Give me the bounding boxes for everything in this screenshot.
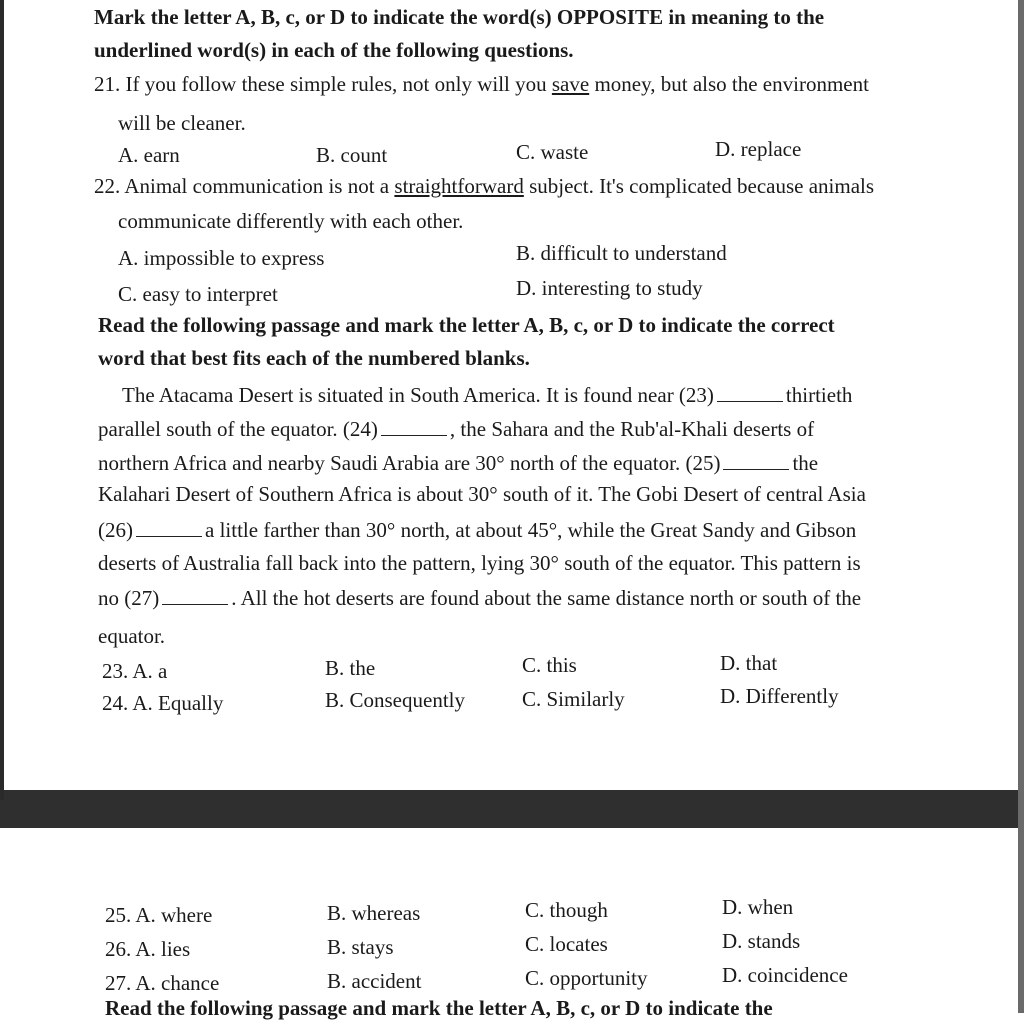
right-page-edge — [1018, 0, 1024, 1013]
passage-line2-text: parallel south of the equator. (24) — [98, 417, 378, 441]
q22-option-c: C. easy to interpret — [118, 282, 278, 306]
q21-suffix: money, but also the environment — [589, 72, 869, 96]
answer-26-d: D. stands — [722, 929, 801, 953]
passage-line6: deserts of Australia fall back into the pattern, lying 30° south of the equator. This pattern is — [98, 551, 861, 575]
answer-25-c: C. though — [525, 898, 608, 922]
section2-instruction-line1: Read the following passage and mark the letter A, B, c, or D to indicate the correct — [98, 313, 835, 337]
answer-27-a: 27. A. chance — [105, 971, 220, 995]
next-section-instruction-cutoff: Read the following passage and mark the letter A, B, c, or D to indicate the — [105, 996, 773, 1020]
answer-25-d: D. when — [722, 895, 794, 919]
blank-25 — [723, 453, 789, 470]
section1-instruction-line1: Mark the letter A, B, c, or D to indicate the word(s) OPPOSITE in meaning to the — [94, 5, 825, 29]
answer-24-a: 24. A. Equally — [102, 691, 224, 715]
worksheet-page-bottom — [0, 828, 1018, 1013]
answer-24-c: C. Similarly — [522, 687, 625, 711]
passage-line3-text: northern Africa and nearby Saudi Arabia are 30° north of the equator. (25) — [98, 451, 721, 475]
answer-23-b: B. the — [325, 656, 376, 680]
blank-26 — [136, 520, 202, 537]
passage-line8: equator. — [98, 624, 166, 648]
q22-option-b: B. difficult to understand — [516, 241, 727, 265]
answer-24-b: B. Consequently — [325, 688, 465, 712]
blank-23 — [717, 385, 783, 402]
passage-line5-text: (26) — [98, 518, 133, 542]
question-21-line2: will be cleaner. — [118, 111, 246, 135]
passage-line5-end: a little farther than 30° north, at about 45°, while the Great Sandy and Gibson — [205, 518, 857, 542]
q22-underlined-word: straightforward — [394, 174, 524, 198]
answer-26-a: 26. A. lies — [105, 937, 191, 961]
passage-line4: Kalahari Desert of Southern Africa is about 30° south of it. The Gobi Desert of central Asia — [98, 482, 866, 506]
answer-25-b: B. whereas — [327, 901, 421, 925]
answer-25-a: 25. A. where — [105, 903, 213, 927]
answer-24-d: D. Differently — [720, 684, 839, 708]
question-21-line1 — [94, 71, 869, 97]
answer-27-d: D. coincidence — [722, 963, 848, 987]
answer-23-a: 23. A. a — [102, 659, 168, 683]
q22-prefix: 22. Animal communication is not a — [94, 174, 395, 198]
blank-24 — [381, 419, 447, 436]
answer-27-c: C. opportunity — [525, 966, 648, 990]
question-22-line2: communicate differently with each other. — [118, 209, 464, 233]
q21-underlined-word: save — [551, 72, 590, 96]
answer-27-b: B. accident — [327, 969, 422, 993]
answer-23-c: C. this — [522, 653, 577, 677]
q22-option-a: A. impossible to express — [118, 246, 325, 270]
q21-option-a: A. earn — [118, 143, 180, 167]
q22-option-d: D. interesting to study — [516, 276, 703, 300]
q21-option-d: D. replace — [715, 137, 802, 161]
q21-option-b: B. count — [316, 143, 388, 167]
passage-line7-end: . All the hot deserts are found about the same distance north or south of the — [231, 586, 862, 610]
answer-26-b: B. stays — [327, 935, 394, 959]
left-page-edge — [0, 0, 4, 800]
blank-27 — [162, 588, 228, 605]
passage-line7 — [98, 585, 861, 611]
answer-26-c: C. locates — [525, 932, 608, 956]
passage-line5 — [98, 517, 856, 543]
passage-line1-text: The Atacama Desert is situated in South America. It is found near (23) — [122, 383, 714, 407]
q21-option-c: C. waste — [516, 140, 589, 164]
passage-line2 — [98, 416, 814, 442]
passage-line1 — [122, 382, 852, 408]
page-divider-bar — [0, 790, 1024, 828]
section1-instruction-line2: underlined word(s) in each of the following questions. — [94, 38, 574, 62]
passage-line3 — [98, 450, 818, 476]
q21-prefix: 21. If you follow these simple rules, not only will you — [94, 72, 552, 96]
q22-suffix: subject. It's complicated because animals — [523, 174, 875, 198]
passage-line7-text: no (27) — [98, 586, 160, 610]
passage-line3-end: the — [792, 451, 819, 475]
passage-line1-end: thirtieth — [785, 383, 853, 407]
section2-instruction-line2: word that best fits each of the numbered blanks. — [98, 346, 530, 370]
passage-line2-end: , the Sahara and the Rub'al-Khali deserts of — [449, 417, 815, 441]
question-22-line1 — [94, 173, 874, 199]
answer-23-d: D. that — [720, 651, 778, 675]
